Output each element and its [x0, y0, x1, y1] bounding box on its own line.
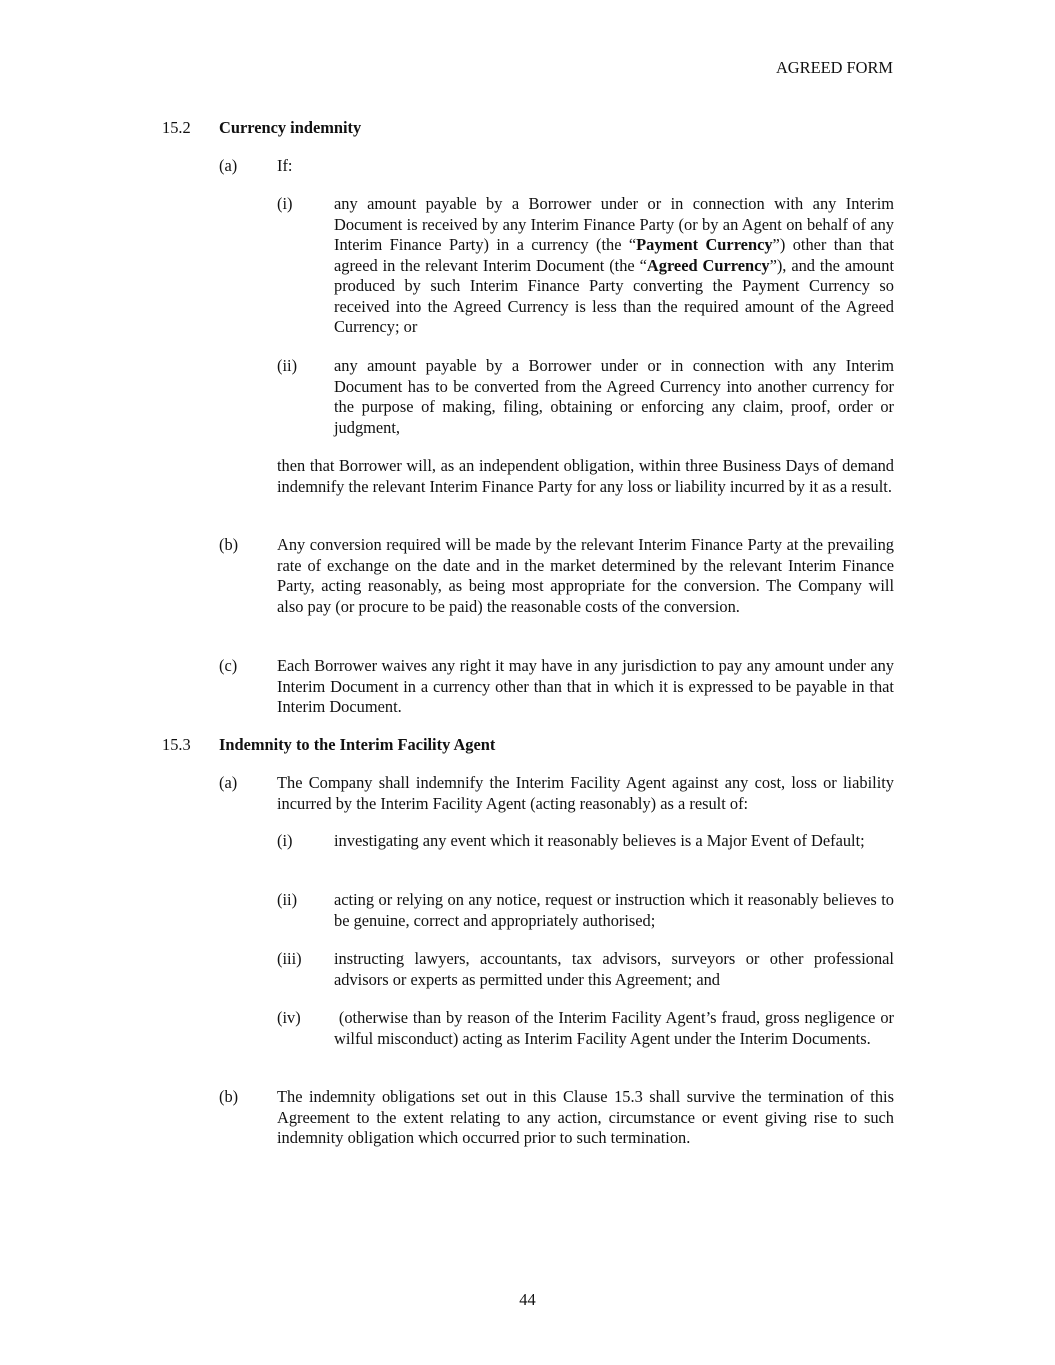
para-text-15-2-c: Each Borrower waives any right it may have in any jurisdiction to pay any amount under any Interim Document in a currency other than that in which it is expressed to be payable in that Interim Document.	[277, 656, 894, 716]
clause-title-indemnity-agent: Indemnity to the Interim Facility Agent	[219, 735, 496, 754]
para-label-15-3-a-iv: (iv)	[277, 1008, 301, 1027]
para-label-15-2-a-i: (i)	[277, 194, 293, 213]
page-number: 44	[519, 1290, 536, 1309]
para-label-15-3-a-ii: (ii)	[277, 890, 298, 909]
defined-term-payment-currency: Payment Currency	[636, 235, 773, 254]
para-label-15-2-b: (b)	[219, 535, 239, 554]
document-header: AGREED FORM	[775, 58, 893, 77]
para-text-15-2-then: then that Borrower will, as an independent obligation, within three Business Days of demand indemnify the relevant Interim Finance Party for any loss or liability incurred by it as a result.	[277, 456, 894, 496]
para-text-15-2-a-i	[334, 194, 894, 338]
para-text-15-3-a-i: investigating any event which it reasonably believes is a Major Event of Default;	[334, 831, 865, 850]
para-label-15-2-c: (c)	[219, 656, 238, 675]
para-text-15-3-a-iv: (otherwise than by reason of the Interim Facility Agent’s fraud, gross negligence or wilful misconduct) acting as Interim Facility Agent under the Interim Documents.	[334, 1008, 894, 1048]
para-text-15-3-b: The indemnity obligations set out in this Clause 15.3 shall survive the termination of this Agreement to the extent relating to any action, circumstance or event giving rise to such indemnity obligation which occurred prior to such termination.	[277, 1087, 894, 1147]
para-label-15-2-a-ii: (ii)	[277, 356, 298, 375]
para-text-15-3-a-ii: acting or relying on any notice, request or instruction which it reasonably believes to be genuine, correct and appropriately authorised;	[334, 890, 894, 930]
clause-number-15-3: 15.3	[162, 735, 191, 754]
para-text-15-2-a-ii: any amount payable by a Borrower under or in connection with any Interim Document has to be converted from the Agreed Currency into another currency for the purpose of making, filing, obtaining or enforcing any claim, proof, order or judgment,	[334, 356, 894, 437]
defined-term-agreed-currency: Agreed Currency	[646, 255, 770, 275]
text-run: any amount payable by a Borrower under or in connection with any Interim Document is received by any Interim Finance Party (or by an Agent on behalf of any Interim Finance Party) in a currency (the “	[334, 194, 894, 254]
para-label-15-2-a: (a)	[219, 156, 238, 175]
para-label-15-3-a: (a)	[219, 773, 238, 792]
para-text-15-3-a-iii: instructing lawyers, accountants, tax advisors, surveyors or other professional advisors or experts as permitted under this Agreement; and	[334, 949, 894, 989]
para-text-15-2-a: If:	[277, 156, 293, 175]
clause-title-currency-indemnity: Currency indemnity	[219, 118, 362, 137]
para-text-15-2-b: Any conversion required will be made by the relevant Interim Finance Party at the prevailing rate of exchange on the date and in the market determined by the relevant Interim Finance Party, acting reasonably, as being most appropriate for the conversion. The Company will also pay (or procure to be paid) the reasonable costs of the conversion.	[277, 535, 894, 616]
para-label-15-3-b: (b)	[219, 1087, 239, 1106]
para-label-15-3-a-i: (i)	[277, 831, 293, 850]
text-run: ”), and the amount produced by such Interim Finance Party converting the Payment Currency so received into the Agreed Currency is less than the required amount of the Agreed Currency; or	[334, 255, 895, 336]
para-text-15-3-a: The Company shall indemnify the Interim Facility Agent against any cost, loss or liability incurred by the Interim Facility Agent (acting reasonably) as a result of:	[277, 773, 894, 813]
text-run: ”) other than that agreed in the relevant Interim Document (the “	[334, 235, 894, 275]
clause-number-15-2: 15.2	[162, 118, 191, 137]
para-label-15-3-a-iii: (iii)	[277, 949, 302, 968]
